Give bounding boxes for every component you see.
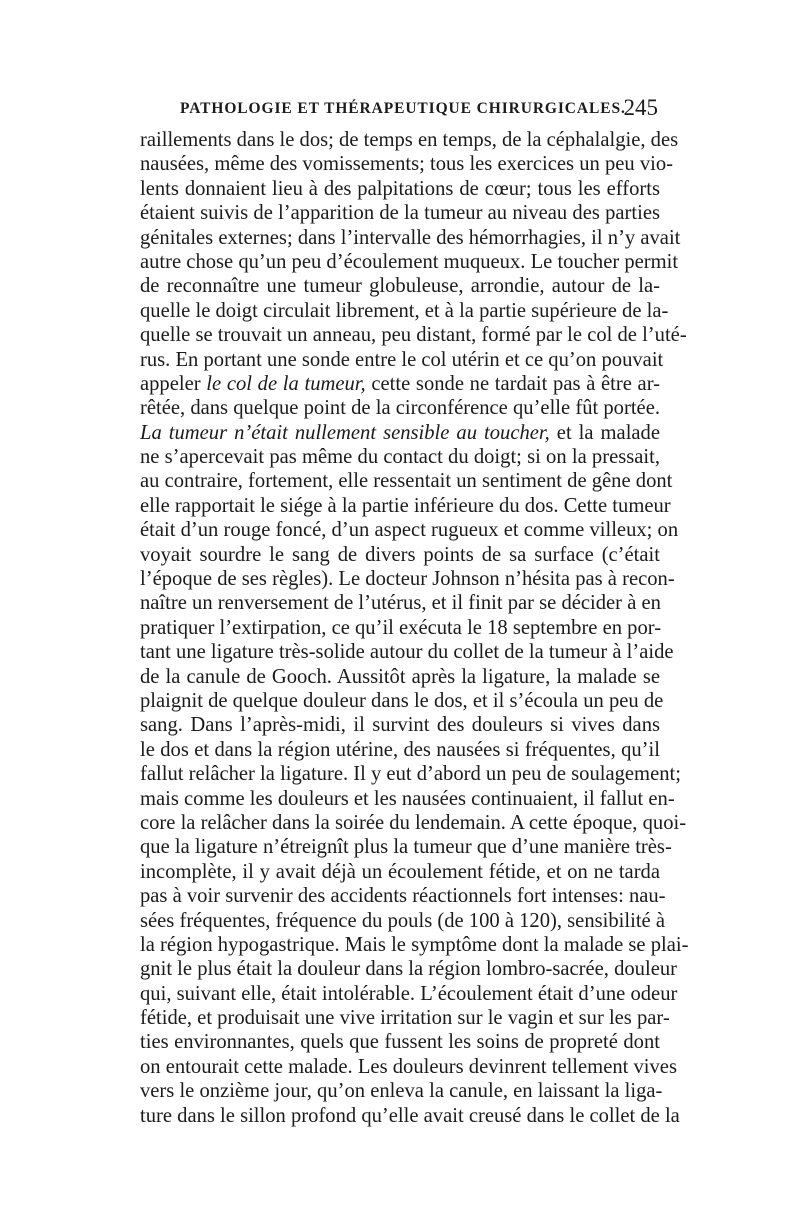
text-line: sées fréquentes, fréquence du pouls (de 100 à 120), sensibilité à [140,909,665,932]
text-line: gnit le plus était la douleur dans la région lombro-sacrée, douleur [140,958,677,981]
text-line: fétide, et produisait une vive irritation sur le vagin et sur les par- [140,1007,670,1030]
text-line: au contraire, fortement, elle ressentait un sentiment de gêne dont [140,470,673,493]
text-line: l’époque de ses règles). Le docteur Johnson n’hésita pas à recon- [140,568,675,591]
text-line: ne s’apercevait pas même du contact du doigt; si on la pressait, [140,446,660,469]
text-line: de la canule de Gooch. Aussitôt après la ligature, la malade se [140,665,660,688]
text-line: rêtée, dans quelque point de la circonférence qu’elle fût portée. [140,397,660,420]
text-line: étaient suivis de l’apparition de la tumeur au niveau des parties [140,202,660,225]
text-line: plaignit de quelque douleur dans le dos, et il s’écoula un peu de [140,689,664,712]
text-line: ture dans le sillon profond qu’elle avait creusé dans le collet de la [140,1104,680,1127]
text-line: La tumeur n’était nullement sensible au toucher, et la malade [140,421,660,444]
text-line: pas à voir survenir des accidents réactionnels fort intenses: nau- [140,885,666,908]
text-line: était d’un rouge foncé, d’un aspect rugueux et comme villeux; on [140,519,679,542]
italic-phrase: le col de la tumeur, [206,372,366,395]
text-line: le dos et dans la région utérine, des nausées si fréquentes, qu’il [140,738,660,761]
text-line: incomplète, il y avait déjà un écoulement fétide, et on ne tarda [140,860,660,883]
text-line: mais comme les douleurs et les nausées continuaient, il fallut en- [140,787,675,810]
text-line: on entourait cette malade. Les douleurs devinrent tellement vives [140,1055,677,1078]
text-line: vers le onzième jour, qu’on enleva la canule, en laissant la liga- [140,1080,663,1103]
page-number: 245 [623,95,658,120]
text-line: core la relâcher dans la soirée du lendemain. A cette époque, quoi- [140,811,687,834]
text-line: sang. Dans l’après-midi, il survint des douleurs si vives dans [140,714,660,737]
body-text [140,128,689,1128]
text-line: tant une ligature très-solide autour du collet de la tumeur à l’aide [140,641,674,664]
running-title: PATHOLOGIE ET THÉRAPEUTIQUE CHIRURGICALES. [180,100,626,117]
text-line: quelle se trouvait un anneau, peu distant, formé par le col de l’uté- [140,324,687,347]
text-line: génitales externes; dans l’intervalle des hémorrhagies, il n’y avait [140,226,681,249]
text-line: qui, suivant elle, était intolérable. L’écoulement était d’une odeur [140,982,678,1005]
text-line: nausées, même des vomissements; tous les exercices un peu vio- [140,153,674,176]
running-head [180,97,658,121]
text-line: ties environnantes, quels que fussent les soins de propreté dont [140,1031,660,1054]
text-line: pratiquer l’extirpation, ce qu’il exécuta le 18 septembre en por- [140,616,662,639]
text-line: fallut relâcher la ligature. Il y eut d’abord un peu de soulagement; [140,763,681,786]
text-line: voyait sourdre le sang de divers points de sa surface (c’était [140,543,660,566]
text-line: autre chose qu’un peu d’écoulement muqueux. Le toucher permit [140,250,679,273]
text-line: que la ligature n’étreignît plus la tumeur que d’une manière très- [140,836,672,859]
text-line: naître un renversement de l’utérus, et il finit par se décider à en [140,592,661,615]
text-line: rus. En portant une sonde entre le col utérin et ce qu’on pouvait [140,348,664,371]
text-line: appeler le col de la tumeur, cette sonde ne tardait pas à être ar- [140,372,660,395]
text-line: raillements dans le dos; de temps en temps, de la céphalalgie, des [140,129,679,151]
text-line: de reconnaître une tumeur globuleuse, arrondie, autour de la- [140,275,660,298]
text-line: elle rapportait le siége à la partie inférieure du dos. Cette tumeur [140,494,671,517]
text-line: la région hypogastrique. Mais le symptôme dont la malade se plai- [140,933,689,956]
text-line: lents donnaient lieu à des palpitations de cœur; tous les efforts [140,177,660,200]
text-line: quelle le doigt circulait librement, et à la partie supérieure de la- [140,299,669,322]
italic-phrase: La tumeur n’était nullement sensible au toucher, [140,421,550,444]
